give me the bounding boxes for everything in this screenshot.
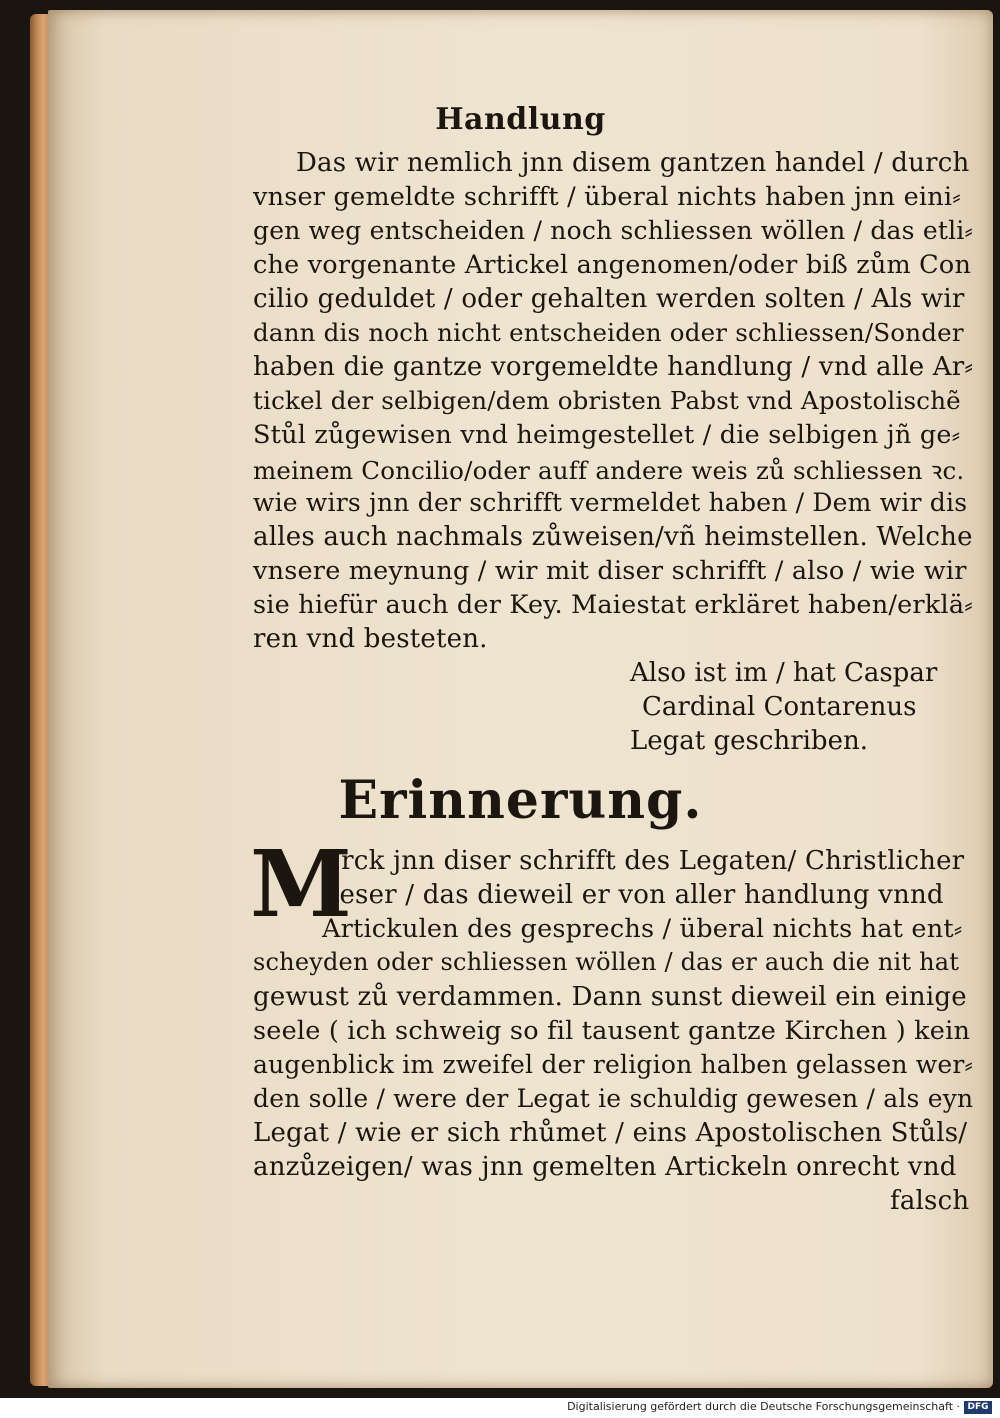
body-line: Das wir nemlich jnn disem gantzen handel / durch xyxy=(296,148,970,178)
body-line: dann dis noch nicht entscheiden oder schliessen/Sonder xyxy=(253,318,964,347)
section-line: seele ( ich schweig so fil tausent gantze Kirchen ) kein xyxy=(253,1016,971,1046)
dfg-logo: DFG xyxy=(964,1401,992,1414)
body-line: meinem Concilio/oder auff andere weis zů schliessen ꝛc. xyxy=(253,456,965,485)
section-line: Leser / das dieweil er von aller handlung vnnd xyxy=(322,880,944,910)
section-line: gewust zů verdammen. Dann sunst dieweil ein einige xyxy=(253,982,967,1012)
body-line: sie hiefür auch der Key. Maiestat erkläret haben/erklä⸗ xyxy=(253,590,973,620)
signature-line: Cardinal Contarenus xyxy=(642,692,917,722)
body-line: vnsere meynung / wir mit diser schrifft / also / wie wir xyxy=(253,556,967,586)
section-line: Artickulen des gesprechs / überal nichts hat ent⸗ xyxy=(322,914,963,944)
section-line: scheyden oder schliessen wöllen / das er auch die nit hat xyxy=(253,948,960,976)
section-title: Erinnerung. xyxy=(338,770,703,831)
running-header: Handlung xyxy=(435,102,606,137)
catchword: falsch xyxy=(890,1186,970,1216)
body-line: Stůl zůgewisen vnd heimgestellet / die selbigen jñ ge⸗ xyxy=(253,420,961,450)
signature-line: Also ist im / hat Caspar xyxy=(630,658,938,688)
body-line: alles auch nachmals zůweisen/vñ heimstellen. Welche xyxy=(253,522,973,552)
section-line: augenblick im zweifel der religion halben gelassen wer⸗ xyxy=(253,1050,974,1079)
section-line: Erck jnn diser schrifft des Legaten/ Christlicher xyxy=(322,846,965,876)
body-line: cilio geduldet / oder gehalten werden solten / Als wir xyxy=(253,284,965,314)
body-line: ren vnd besteten. xyxy=(253,624,488,654)
section-line: anzůzeigen/ was jnn gemelten Artickeln onrecht vnd xyxy=(253,1152,957,1182)
section-line: Legat / wie er sich rhůmet / eins Apostolischen Stůls/ xyxy=(253,1118,968,1148)
body-line: vnser gemeldte schrifft / überal nichts haben jnn eini⸗ xyxy=(253,182,961,212)
book-page xyxy=(48,10,993,1388)
signature-line: Legat geschriben. xyxy=(630,726,868,756)
drop-cap-initial: M xyxy=(250,830,352,938)
body-line: wie wirs jnn der schrifft vermeldet haben / Dem wir dis xyxy=(253,488,968,517)
body-line: haben die gantze vorgemeldte handlung / vnd alle Ar⸗ xyxy=(253,352,974,382)
section-line: den solle / were der Legat ie schuldig gewesen / als eyn xyxy=(253,1084,974,1113)
body-line: gen weg entscheiden / noch schliessen wöllen / das etli⸗ xyxy=(253,216,973,245)
footer-credit: Digitalisierung gefördert durch die Deutsche Forschungsgemeinschaft · xyxy=(567,1400,960,1413)
body-line: che vorgenante Artickel angenomen/oder biß zům Con xyxy=(253,250,972,280)
body-line: tickel der selbigen/dem obristen Pabst vnd Apostolischẽ xyxy=(253,386,961,415)
